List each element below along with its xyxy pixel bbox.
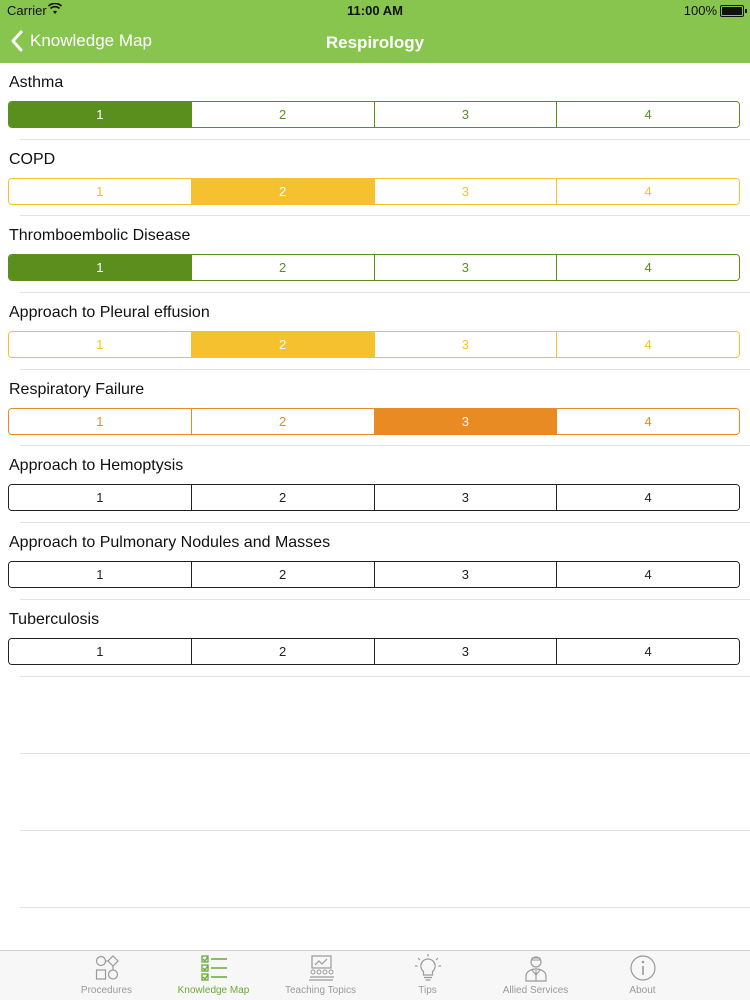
page-title: Respirology xyxy=(325,33,425,52)
info-icon xyxy=(628,953,658,983)
tab-tips[interactable] xyxy=(374,953,481,996)
topic-title: COPD xyxy=(9,150,56,168)
tab-teaching-topics[interactable] xyxy=(267,953,374,996)
topic-row xyxy=(0,140,750,217)
topic-row xyxy=(0,216,750,293)
level-segment-4[interactable]: 4 xyxy=(556,485,739,510)
level-segment-4[interactable]: 4 xyxy=(556,409,739,434)
topic-title: Approach to Pulmonary Nodules and Masses xyxy=(9,534,331,552)
level-segment-4[interactable]: 4 xyxy=(556,332,739,357)
topic-title: Approach to Pleural effusion xyxy=(9,304,210,322)
level-segment-4[interactable]: 4 xyxy=(556,639,739,664)
level-segment-2[interactable]: 2 xyxy=(191,639,374,664)
teaching-topics-icon xyxy=(306,953,336,983)
battery-percent: 100% xyxy=(683,3,717,18)
level-segmented-control xyxy=(8,408,740,435)
topic-list xyxy=(0,63,750,677)
topic-row xyxy=(0,63,750,140)
tab-label: Procedures xyxy=(80,985,133,996)
topic-row xyxy=(0,446,750,523)
topic-title: Respiratory Failure xyxy=(9,380,145,398)
level-segmented-control xyxy=(8,101,740,128)
doctor-icon xyxy=(521,953,551,983)
row-separator xyxy=(20,676,750,677)
level-segment-1[interactable]: 1 xyxy=(9,639,191,664)
level-segmented-control xyxy=(8,638,740,665)
level-segment-2[interactable]: 2 xyxy=(191,179,374,204)
topic-title: Asthma xyxy=(9,74,64,91)
carrier-label: Carrier xyxy=(7,3,47,18)
tab-label: About xyxy=(629,985,656,996)
level-segment-1[interactable]: 1 xyxy=(9,102,191,127)
lightbulb-icon xyxy=(413,953,443,983)
tab-label: Tips xyxy=(418,985,437,996)
level-segment-4[interactable]: 4 xyxy=(556,255,739,280)
tab-label: Teaching Topics xyxy=(285,985,356,996)
level-segmented-control xyxy=(8,484,740,511)
level-segment-2[interactable]: 2 xyxy=(191,102,374,127)
knowledge-map-icon xyxy=(199,953,229,983)
empty-row-separator xyxy=(20,907,750,908)
level-segment-3[interactable]: 3 xyxy=(374,639,557,664)
topic-title: Approach to Hemoptysis xyxy=(9,457,184,475)
status-time: 11:00 AM xyxy=(347,3,403,18)
tab-allied-services[interactable] xyxy=(482,953,589,996)
level-segment-2[interactable]: 2 xyxy=(191,255,374,280)
tab-label: Allied Services xyxy=(502,985,569,996)
level-segment-3[interactable]: 3 xyxy=(374,102,557,127)
level-segmented-control xyxy=(8,178,740,205)
level-segment-3[interactable]: 3 xyxy=(374,562,557,587)
level-segment-1[interactable]: 1 xyxy=(9,409,191,434)
empty-row-separator xyxy=(20,753,750,754)
status-bar xyxy=(0,0,750,22)
level-segment-3[interactable]: 3 xyxy=(374,179,557,204)
back-button-label: Knowledge Map xyxy=(30,31,152,50)
level-segment-2[interactable]: 2 xyxy=(191,485,374,510)
level-segment-4[interactable]: 4 xyxy=(556,562,739,587)
level-segment-1[interactable]: 1 xyxy=(9,332,191,357)
tab-about[interactable] xyxy=(589,953,696,996)
tab-bar xyxy=(0,950,750,1000)
level-segment-1[interactable]: 1 xyxy=(9,485,191,510)
level-segment-2[interactable]: 2 xyxy=(191,562,374,587)
topic-title: Tuberculosis xyxy=(9,610,100,628)
level-segment-3[interactable]: 3 xyxy=(374,255,557,280)
tab-procedures[interactable] xyxy=(53,953,160,996)
battery-icon xyxy=(720,5,744,17)
topic-row xyxy=(0,600,750,677)
level-segment-2[interactable]: 2 xyxy=(191,409,374,434)
level-segment-1[interactable]: 1 xyxy=(9,562,191,587)
level-segment-1[interactable]: 1 xyxy=(9,255,191,280)
topic-row xyxy=(0,370,750,447)
procedures-icon xyxy=(92,953,122,983)
level-segmented-control xyxy=(8,254,740,281)
tab-knowledge-map[interactable] xyxy=(160,953,267,996)
navigation-bar xyxy=(0,22,750,63)
level-segmented-control xyxy=(8,331,740,358)
topic-title: Thromboembolic Disease xyxy=(9,227,191,245)
level-segment-4[interactable]: 4 xyxy=(556,102,739,127)
topic-row xyxy=(0,523,750,600)
level-segmented-control xyxy=(8,561,740,588)
level-segment-3[interactable]: 3 xyxy=(374,485,557,510)
level-segment-2[interactable]: 2 xyxy=(191,332,374,357)
level-segment-3[interactable]: 3 xyxy=(374,332,557,357)
topic-row xyxy=(0,293,750,370)
level-segment-1[interactable]: 1 xyxy=(9,179,191,204)
level-segment-3[interactable]: 3 xyxy=(374,409,557,434)
empty-row-separator xyxy=(20,830,750,831)
tab-label: Knowledge Map xyxy=(177,985,250,996)
level-segment-4[interactable]: 4 xyxy=(556,179,739,204)
